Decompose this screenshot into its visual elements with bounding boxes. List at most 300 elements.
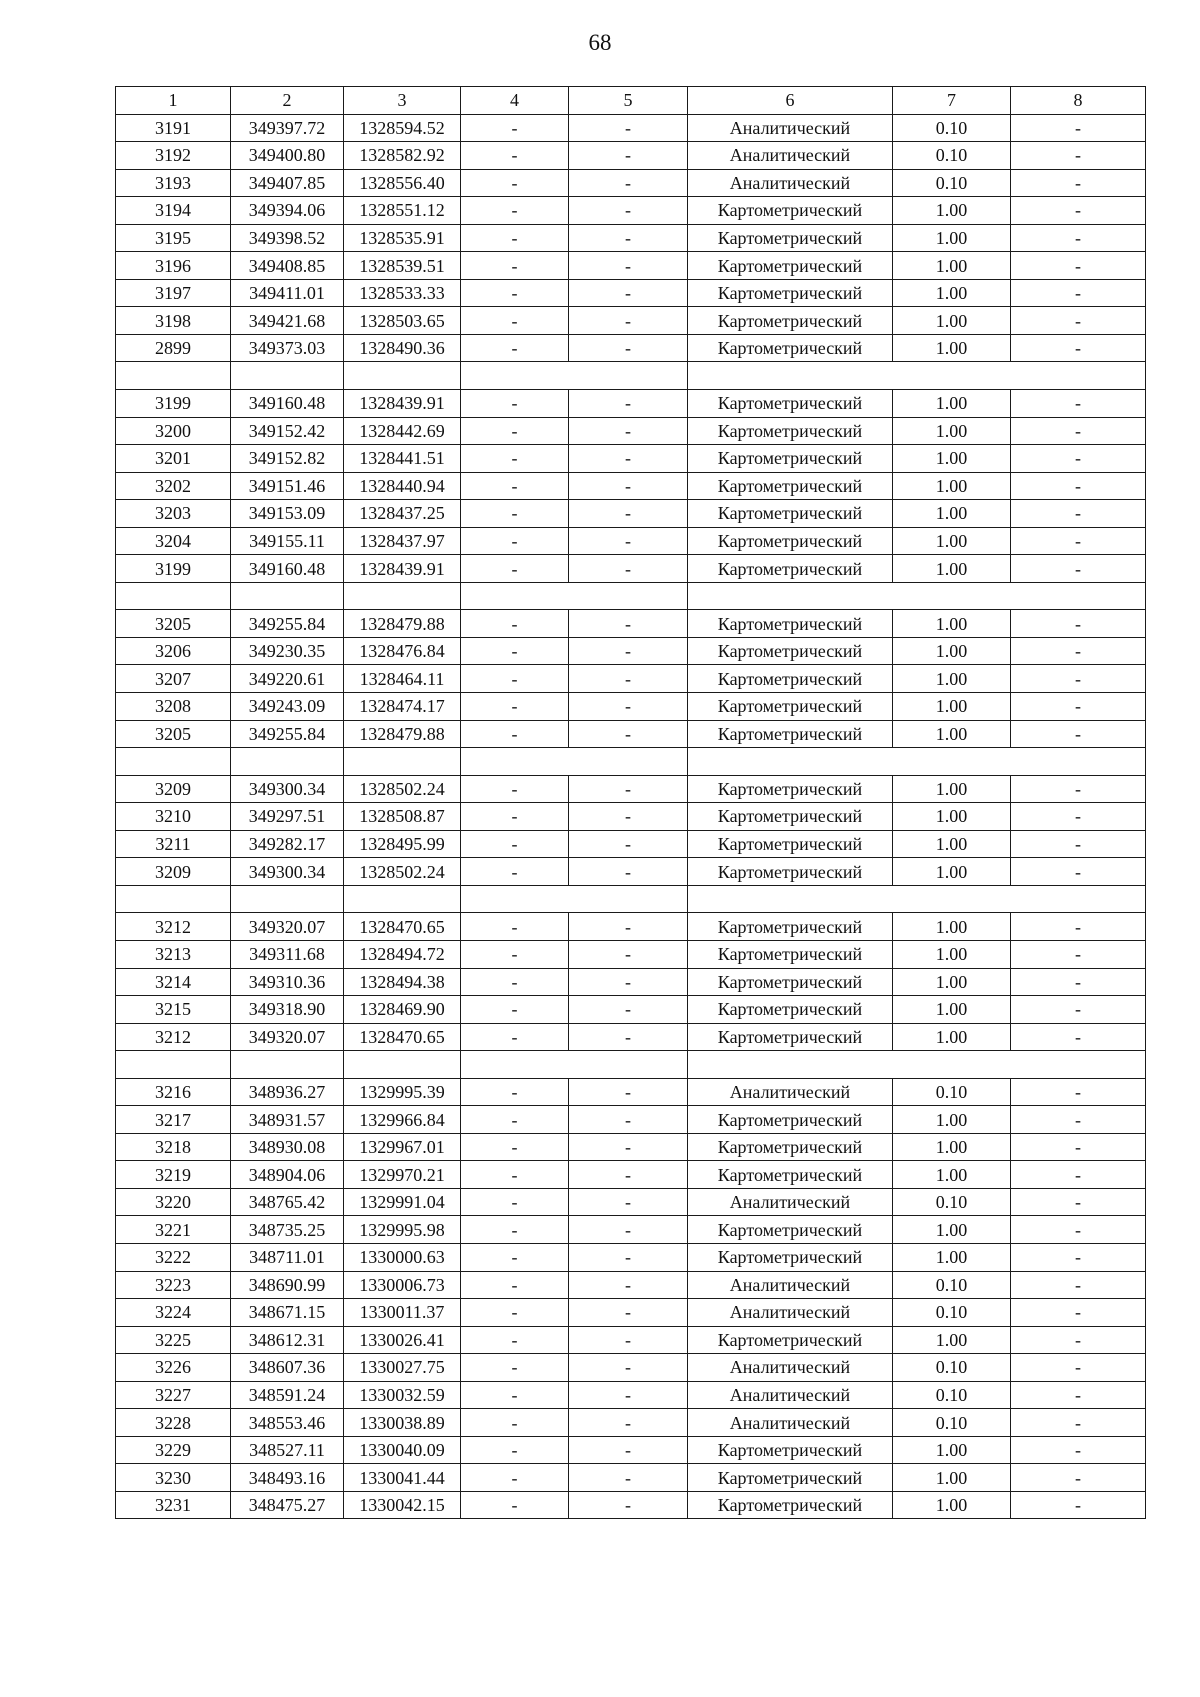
col5-cell: -: [569, 693, 688, 721]
col4-cell: -: [461, 830, 569, 858]
table-row: [116, 1106, 1146, 1134]
accuracy-cell: 1.00: [893, 996, 1011, 1024]
x-coordinate-cell: 348904.06: [231, 1161, 344, 1189]
point-number-cell: 3212: [116, 913, 231, 941]
x-coordinate-cell: 348607.36: [231, 1354, 344, 1382]
x-coordinate-cell: 349220.61: [231, 665, 344, 693]
col4-cell: -: [461, 1326, 569, 1354]
blank-cell: [116, 885, 231, 913]
table-row: [116, 279, 1146, 307]
point-number-cell: 3222: [116, 1243, 231, 1271]
accuracy-cell: 0.10: [893, 142, 1011, 170]
col8-cell: -: [1011, 390, 1146, 418]
col4-cell: -: [461, 940, 569, 968]
table-row: [116, 1078, 1146, 1106]
accuracy-cell: 1.00: [893, 1106, 1011, 1134]
blank-cell: [688, 748, 1146, 776]
y-coordinate-cell: 1328503.65: [344, 307, 461, 335]
col5-cell: -: [569, 610, 688, 638]
col5-cell: -: [569, 1243, 688, 1271]
col5-cell: -: [569, 996, 688, 1024]
method-cell: Картометрический: [688, 307, 893, 335]
y-coordinate-cell: 1329991.04: [344, 1188, 461, 1216]
table-row: [116, 1161, 1146, 1189]
accuracy-cell: 1.00: [893, 445, 1011, 473]
point-number-cell: 3197: [116, 279, 231, 307]
x-coordinate-cell: 349408.85: [231, 252, 344, 280]
method-cell: Аналитический: [688, 1078, 893, 1106]
col4-cell: -: [461, 1464, 569, 1492]
accuracy-cell: 0.10: [893, 1354, 1011, 1382]
accuracy-cell: 1.00: [893, 1161, 1011, 1189]
y-coordinate-cell: 1330027.75: [344, 1354, 461, 1382]
x-coordinate-cell: 349297.51: [231, 803, 344, 831]
col4-cell: -: [461, 775, 569, 803]
y-coordinate-cell: 1328502.24: [344, 775, 461, 803]
col4-cell: -: [461, 720, 569, 748]
table-header-row: [116, 87, 1146, 115]
table-row: [116, 693, 1146, 721]
method-cell: Картометрический: [688, 665, 893, 693]
accuracy-cell: 1.00: [893, 390, 1011, 418]
point-number-cell: 3192: [116, 142, 231, 170]
method-cell: Картометрический: [688, 720, 893, 748]
col4-cell: -: [461, 996, 569, 1024]
accuracy-cell: 1.00: [893, 1133, 1011, 1161]
col8-cell: -: [1011, 1271, 1146, 1299]
col5-cell: -: [569, 968, 688, 996]
col4-cell: -: [461, 1161, 569, 1189]
method-cell: Картометрический: [688, 1326, 893, 1354]
blank-cell: [344, 885, 461, 913]
point-number-cell: 3209: [116, 858, 231, 886]
accuracy-cell: 1.00: [893, 555, 1011, 583]
blank-cell: [116, 362, 231, 390]
blank-cell: [461, 885, 688, 913]
header-cell: 3: [344, 87, 461, 115]
blank-cell: [461, 582, 688, 610]
coordinates-table: [115, 86, 1146, 1519]
blank-cell: [461, 1051, 688, 1079]
x-coordinate-cell: 349153.09: [231, 500, 344, 528]
col5-cell: -: [569, 527, 688, 555]
point-number-cell: 3221: [116, 1216, 231, 1244]
col4-cell: -: [461, 968, 569, 996]
method-cell: Картометрический: [688, 637, 893, 665]
col4-cell: -: [461, 169, 569, 197]
y-coordinate-cell: 1328470.65: [344, 913, 461, 941]
col5-cell: -: [569, 1409, 688, 1437]
col4-cell: -: [461, 1243, 569, 1271]
point-number-cell: 3215: [116, 996, 231, 1024]
table-row: [116, 1299, 1146, 1327]
method-cell: Картометрический: [688, 940, 893, 968]
col4-cell: -: [461, 1299, 569, 1327]
col8-cell: -: [1011, 637, 1146, 665]
header-cell: 2: [231, 87, 344, 115]
table-row: [116, 197, 1146, 225]
y-coordinate-cell: 1328464.11: [344, 665, 461, 693]
method-cell: Аналитический: [688, 169, 893, 197]
table-row: [116, 1381, 1146, 1409]
method-cell: Картометрический: [688, 1464, 893, 1492]
col8-cell: -: [1011, 555, 1146, 583]
col5-cell: -: [569, 665, 688, 693]
table-row: [116, 527, 1146, 555]
method-cell: Картометрический: [688, 417, 893, 445]
x-coordinate-cell: 349394.06: [231, 197, 344, 225]
point-number-cell: 3209: [116, 775, 231, 803]
table-row: [116, 142, 1146, 170]
col8-cell: -: [1011, 1491, 1146, 1519]
blank-cell: [231, 748, 344, 776]
x-coordinate-cell: 348936.27: [231, 1078, 344, 1106]
x-coordinate-cell: 349318.90: [231, 996, 344, 1024]
method-cell: Картометрический: [688, 390, 893, 418]
col5-cell: -: [569, 445, 688, 473]
col8-cell: -: [1011, 1464, 1146, 1492]
col5-cell: -: [569, 803, 688, 831]
accuracy-cell: 1.00: [893, 197, 1011, 225]
x-coordinate-cell: 349373.03: [231, 334, 344, 362]
col8-cell: -: [1011, 775, 1146, 803]
accuracy-cell: 1.00: [893, 968, 1011, 996]
point-number-cell: 3199: [116, 390, 231, 418]
col4-cell: -: [461, 334, 569, 362]
y-coordinate-cell: 1330032.59: [344, 1381, 461, 1409]
point-number-cell: 2899: [116, 334, 231, 362]
point-number-cell: 3227: [116, 1381, 231, 1409]
col4-cell: -: [461, 472, 569, 500]
col4-cell: -: [461, 1354, 569, 1382]
col5-cell: -: [569, 1381, 688, 1409]
y-coordinate-cell: 1328439.91: [344, 555, 461, 583]
method-cell: Картометрический: [688, 445, 893, 473]
x-coordinate-cell: 349282.17: [231, 830, 344, 858]
col8-cell: -: [1011, 1023, 1146, 1051]
header-cell: 7: [893, 87, 1011, 115]
col5-cell: -: [569, 637, 688, 665]
col4-cell: -: [461, 445, 569, 473]
col4-cell: -: [461, 637, 569, 665]
method-cell: Аналитический: [688, 1409, 893, 1437]
method-cell: Картометрический: [688, 913, 893, 941]
point-number-cell: 3195: [116, 224, 231, 252]
col5-cell: -: [569, 307, 688, 335]
y-coordinate-cell: 1328495.99: [344, 830, 461, 858]
y-coordinate-cell: 1328535.91: [344, 224, 461, 252]
x-coordinate-cell: 349160.48: [231, 390, 344, 418]
point-number-cell: 3231: [116, 1491, 231, 1519]
point-number-cell: 3201: [116, 445, 231, 473]
table-row: [116, 913, 1146, 941]
x-coordinate-cell: 348735.25: [231, 1216, 344, 1244]
method-cell: Картометрический: [688, 803, 893, 831]
col5-cell: -: [569, 114, 688, 142]
col5-cell: -: [569, 279, 688, 307]
accuracy-cell: 1.00: [893, 1436, 1011, 1464]
blank-cell: [344, 582, 461, 610]
point-number-cell: 3202: [116, 472, 231, 500]
separator-row: [116, 362, 1146, 390]
table-row: [116, 665, 1146, 693]
table-row: [116, 417, 1146, 445]
y-coordinate-cell: 1328508.87: [344, 803, 461, 831]
y-coordinate-cell: 1329995.98: [344, 1216, 461, 1244]
point-number-cell: 3206: [116, 637, 231, 665]
method-cell: Картометрический: [688, 279, 893, 307]
y-coordinate-cell: 1330038.89: [344, 1409, 461, 1437]
method-cell: Картометрический: [688, 334, 893, 362]
table-row: [116, 1409, 1146, 1437]
blank-cell: [231, 885, 344, 913]
table-row: [116, 637, 1146, 665]
point-number-cell: 3198: [116, 307, 231, 335]
point-number-cell: 3205: [116, 720, 231, 748]
y-coordinate-cell: 1328441.51: [344, 445, 461, 473]
x-coordinate-cell: 349152.82: [231, 445, 344, 473]
x-coordinate-cell: 349411.01: [231, 279, 344, 307]
x-coordinate-cell: 348591.24: [231, 1381, 344, 1409]
col5-cell: -: [569, 940, 688, 968]
col4-cell: -: [461, 803, 569, 831]
blank-cell: [116, 1051, 231, 1079]
table-body: [116, 114, 1146, 1519]
point-number-cell: 3204: [116, 527, 231, 555]
table-row: [116, 224, 1146, 252]
y-coordinate-cell: 1328479.88: [344, 610, 461, 638]
blank-cell: [688, 885, 1146, 913]
x-coordinate-cell: 349255.84: [231, 720, 344, 748]
x-coordinate-cell: 349400.80: [231, 142, 344, 170]
separator-row: [116, 1051, 1146, 1079]
blank-cell: [688, 582, 1146, 610]
method-cell: Картометрический: [688, 1161, 893, 1189]
point-number-cell: 3196: [116, 252, 231, 280]
col8-cell: -: [1011, 1381, 1146, 1409]
accuracy-cell: 0.10: [893, 1409, 1011, 1437]
method-cell: Картометрический: [688, 527, 893, 555]
col8-cell: -: [1011, 142, 1146, 170]
accuracy-cell: 1.00: [893, 1243, 1011, 1271]
x-coordinate-cell: 349398.52: [231, 224, 344, 252]
col8-cell: -: [1011, 1436, 1146, 1464]
accuracy-cell: 1.00: [893, 830, 1011, 858]
point-number-cell: 3212: [116, 1023, 231, 1051]
accuracy-cell: 0.10: [893, 1299, 1011, 1327]
header-cell: 5: [569, 87, 688, 115]
table-row: [116, 472, 1146, 500]
x-coordinate-cell: 348765.42: [231, 1188, 344, 1216]
y-coordinate-cell: 1328440.94: [344, 472, 461, 500]
header-cell: 4: [461, 87, 569, 115]
col5-cell: -: [569, 1271, 688, 1299]
col8-cell: -: [1011, 527, 1146, 555]
point-number-cell: 3216: [116, 1078, 231, 1106]
method-cell: Картометрический: [688, 224, 893, 252]
point-number-cell: 3214: [116, 968, 231, 996]
separator-row: [116, 748, 1146, 776]
table-row: [116, 334, 1146, 362]
accuracy-cell: 1.00: [893, 334, 1011, 362]
col8-cell: -: [1011, 1188, 1146, 1216]
col4-cell: -: [461, 142, 569, 170]
x-coordinate-cell: 348493.16: [231, 1464, 344, 1492]
method-cell: Аналитический: [688, 1354, 893, 1382]
col8-cell: -: [1011, 169, 1146, 197]
col4-cell: -: [461, 665, 569, 693]
col5-cell: -: [569, 252, 688, 280]
method-cell: Картометрический: [688, 610, 893, 638]
col8-cell: -: [1011, 830, 1146, 858]
x-coordinate-cell: 349310.36: [231, 968, 344, 996]
accuracy-cell: 1.00: [893, 252, 1011, 280]
col8-cell: -: [1011, 665, 1146, 693]
col8-cell: -: [1011, 968, 1146, 996]
col4-cell: -: [461, 500, 569, 528]
col8-cell: -: [1011, 610, 1146, 638]
method-cell: Картометрический: [688, 830, 893, 858]
x-coordinate-cell: 349300.34: [231, 775, 344, 803]
table-row: [116, 858, 1146, 886]
blank-cell: [116, 582, 231, 610]
table-row: [116, 720, 1146, 748]
x-coordinate-cell: 348711.01: [231, 1243, 344, 1271]
col5-cell: -: [569, 169, 688, 197]
col5-cell: -: [569, 334, 688, 362]
col5-cell: -: [569, 720, 688, 748]
col5-cell: -: [569, 417, 688, 445]
col5-cell: -: [569, 858, 688, 886]
accuracy-cell: 0.10: [893, 1078, 1011, 1106]
col8-cell: -: [1011, 996, 1146, 1024]
method-cell: Картометрический: [688, 1106, 893, 1134]
y-coordinate-cell: 1330026.41: [344, 1326, 461, 1354]
blank-cell: [461, 748, 688, 776]
point-number-cell: 3223: [116, 1271, 231, 1299]
accuracy-cell: 1.00: [893, 858, 1011, 886]
accuracy-cell: 1.00: [893, 665, 1011, 693]
col4-cell: -: [461, 1023, 569, 1051]
accuracy-cell: 1.00: [893, 1216, 1011, 1244]
col8-cell: -: [1011, 472, 1146, 500]
col5-cell: -: [569, 472, 688, 500]
y-coordinate-cell: 1328494.38: [344, 968, 461, 996]
x-coordinate-cell: 349397.72: [231, 114, 344, 142]
method-cell: Картометрический: [688, 472, 893, 500]
accuracy-cell: 1.00: [893, 1023, 1011, 1051]
y-coordinate-cell: 1328502.24: [344, 858, 461, 886]
x-coordinate-cell: 349311.68: [231, 940, 344, 968]
col4-cell: -: [461, 527, 569, 555]
y-coordinate-cell: 1328442.69: [344, 417, 461, 445]
x-coordinate-cell: 348527.11: [231, 1436, 344, 1464]
blank-cell: [688, 362, 1146, 390]
method-cell: Картометрический: [688, 1491, 893, 1519]
col8-cell: -: [1011, 803, 1146, 831]
accuracy-cell: 1.00: [893, 775, 1011, 803]
accuracy-cell: 0.10: [893, 114, 1011, 142]
x-coordinate-cell: 349300.34: [231, 858, 344, 886]
method-cell: Картометрический: [688, 1216, 893, 1244]
col4-cell: -: [461, 224, 569, 252]
col5-cell: -: [569, 1078, 688, 1106]
method-cell: Картометрический: [688, 996, 893, 1024]
accuracy-cell: 1.00: [893, 472, 1011, 500]
col8-cell: -: [1011, 307, 1146, 335]
point-number-cell: 3217: [116, 1106, 231, 1134]
col5-cell: -: [569, 1436, 688, 1464]
col4-cell: -: [461, 1381, 569, 1409]
accuracy-cell: 0.10: [893, 1188, 1011, 1216]
y-coordinate-cell: 1328437.25: [344, 500, 461, 528]
y-coordinate-cell: 1330040.09: [344, 1436, 461, 1464]
method-cell: Картометрический: [688, 1133, 893, 1161]
y-coordinate-cell: 1329967.01: [344, 1133, 461, 1161]
table-row: [116, 1271, 1146, 1299]
x-coordinate-cell: 349230.35: [231, 637, 344, 665]
method-cell: Картометрический: [688, 968, 893, 996]
col5-cell: -: [569, 1133, 688, 1161]
point-number-cell: 3213: [116, 940, 231, 968]
y-coordinate-cell: 1328494.72: [344, 940, 461, 968]
y-coordinate-cell: 1330000.63: [344, 1243, 461, 1271]
col4-cell: -: [461, 1133, 569, 1161]
table-row: [116, 307, 1146, 335]
table-row: [116, 252, 1146, 280]
point-number-cell: 3230: [116, 1464, 231, 1492]
point-number-cell: 3219: [116, 1161, 231, 1189]
col5-cell: -: [569, 500, 688, 528]
y-coordinate-cell: 1328556.40: [344, 169, 461, 197]
method-cell: Картометрический: [688, 1023, 893, 1051]
point-number-cell: 3220: [116, 1188, 231, 1216]
col8-cell: -: [1011, 500, 1146, 528]
x-coordinate-cell: 348553.46: [231, 1409, 344, 1437]
point-number-cell: 3218: [116, 1133, 231, 1161]
col8-cell: -: [1011, 1299, 1146, 1327]
table-row: [116, 169, 1146, 197]
x-coordinate-cell: 348475.27: [231, 1491, 344, 1519]
method-cell: Картометрический: [688, 252, 893, 280]
accuracy-cell: 0.10: [893, 1381, 1011, 1409]
point-number-cell: 3228: [116, 1409, 231, 1437]
point-number-cell: 3226: [116, 1354, 231, 1382]
col4-cell: -: [461, 1106, 569, 1134]
y-coordinate-cell: 1328594.52: [344, 114, 461, 142]
col8-cell: -: [1011, 913, 1146, 941]
col8-cell: -: [1011, 252, 1146, 280]
x-coordinate-cell: 349160.48: [231, 555, 344, 583]
col5-cell: -: [569, 1464, 688, 1492]
blank-cell: [344, 748, 461, 776]
table-row: [116, 775, 1146, 803]
point-number-cell: 3225: [116, 1326, 231, 1354]
table-row: [116, 1436, 1146, 1464]
accuracy-cell: 1.00: [893, 1491, 1011, 1519]
x-coordinate-cell: 349407.85: [231, 169, 344, 197]
table-row: [116, 390, 1146, 418]
blank-cell: [231, 1051, 344, 1079]
col8-cell: -: [1011, 1106, 1146, 1134]
col8-cell: -: [1011, 1243, 1146, 1271]
accuracy-cell: 1.00: [893, 307, 1011, 335]
col8-cell: -: [1011, 279, 1146, 307]
point-number-cell: 3205: [116, 610, 231, 638]
y-coordinate-cell: 1328582.92: [344, 142, 461, 170]
col5-cell: -: [569, 555, 688, 583]
method-cell: Картометрический: [688, 1436, 893, 1464]
